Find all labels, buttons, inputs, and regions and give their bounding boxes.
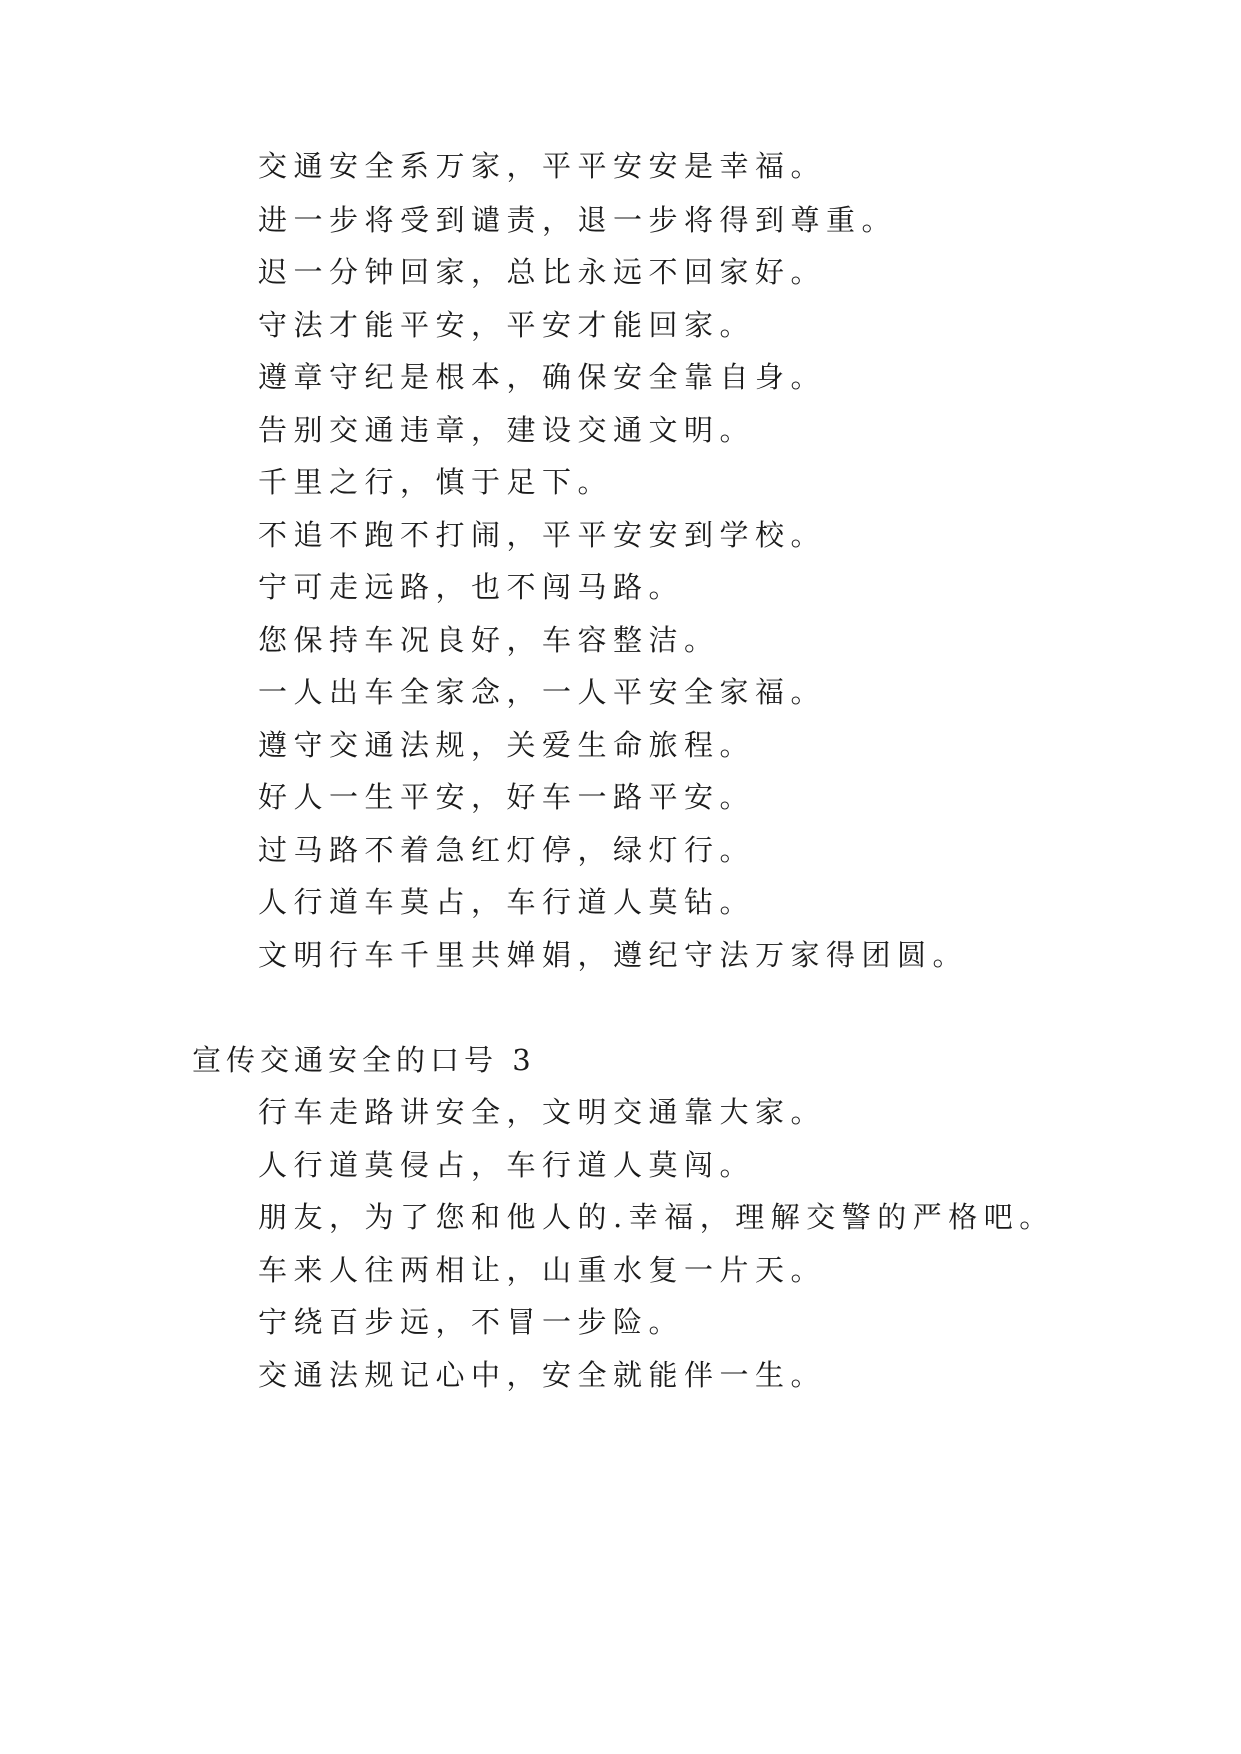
slogan-line: 您保持车况良好，车容整洁。 — [258, 623, 720, 657]
slogan-line: 朋友，为了您和他人的.幸福，理解交警的严格吧。 — [258, 1200, 1055, 1234]
slogan-line: 进一步将受到谴责，退一步将得到尊重。 — [258, 203, 898, 237]
slogan-line: 过马路不着急红灯停，绿灯行。 — [258, 833, 756, 867]
section-heading: 宣传交通安全的口号 3 — [192, 1043, 536, 1077]
slogan-line: 告别交通违章，建设交通文明。 — [258, 413, 756, 447]
slogan-line: 遵守交通法规，关爱生命旅程。 — [258, 728, 756, 762]
slogan-line: 交通安全系万家，平平安安是幸福。 — [258, 149, 827, 183]
slogan-line: 人行道车莫占，车行道人莫钻。 — [258, 885, 756, 919]
slogan-line: 一人出车全家念，一人平安全家福。 — [258, 675, 827, 709]
slogan-line: 好人一生平安，好车一路平安。 — [258, 780, 756, 814]
slogan-line: 交通法规记心中，安全就能伴一生。 — [258, 1358, 827, 1392]
slogan-line: 迟一分钟回家，总比永远不回家好。 — [258, 255, 827, 289]
slogan-line: 遵章守纪是根本，确保安全靠自身。 — [258, 360, 827, 394]
slogan-line: 文明行车千里共婵娟，遵纪守法万家得团圆。 — [258, 938, 969, 972]
slogan-line: 人行道莫侵占，车行道人莫闯。 — [258, 1148, 756, 1182]
slogan-line: 车来人往两相让，山重水复一片天。 — [258, 1253, 827, 1287]
slogan-line: 行车走路讲安全，文明交通靠大家。 — [258, 1095, 827, 1129]
slogan-line: 不追不跑不打闹，平平安安到学校。 — [258, 518, 827, 552]
slogan-line: 宁绕百步远，不冒一步险。 — [258, 1305, 685, 1339]
slogan-line: 宁可走远路，也不闯马路。 — [258, 570, 685, 604]
slogan-line: 千里之行，慎于足下。 — [258, 465, 614, 499]
slogan-line: 守法才能平安，平安才能回家。 — [258, 308, 756, 342]
